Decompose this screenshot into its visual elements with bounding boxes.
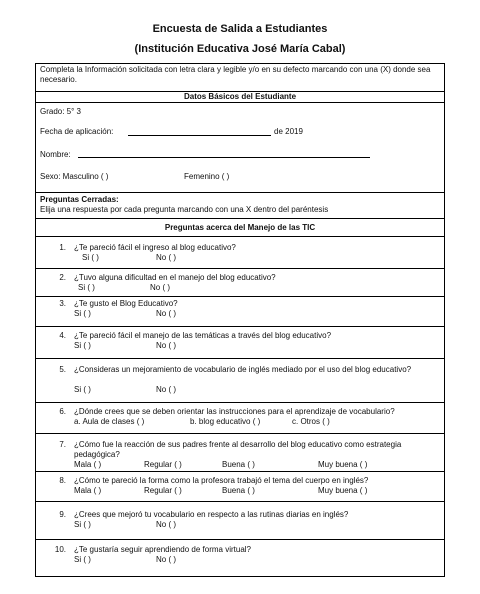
closed-questions-instruction: Elija una respuesta por cada pregunta marcando con una X dentro del paréntesis — [40, 205, 329, 214]
option-no[interactable]: No ( ) — [156, 341, 176, 350]
basic-data-block — [36, 103, 444, 193]
question-row — [36, 540, 444, 576]
question-text: ¿Crees que mejoró tu vocabulario en respecto a las rutinas diarias en inglés? — [74, 510, 349, 519]
option-buena[interactable]: Buena ( ) — [222, 460, 255, 469]
question-number: 5. — [59, 365, 66, 374]
survey-form — [35, 63, 445, 577]
question-row — [36, 434, 444, 472]
question-text: ¿Te pareció fácil el manejo de las temáticas a través del blog educativo? — [74, 331, 332, 340]
instructions-text: Completa la Información solicitada con letra clara y legible y/o en su defecto marcando con una (X) donde sea necesario. — [40, 65, 431, 84]
question-text: ¿Cómo te pareció la forma como la profesora trabajó el tema del cuerpo en inglés? — [74, 476, 369, 485]
question-number: 10. — [54, 545, 66, 554]
option-si[interactable]: Si ( ) — [74, 385, 91, 394]
option-si[interactable]: Si ( ) — [78, 283, 95, 292]
question-number: 4. — [59, 331, 66, 340]
grade-text: Grado: 5° 3 — [40, 107, 81, 116]
question-row — [36, 359, 444, 403]
question-text: ¿Tuvo alguna dificultad en el manejo del blog educativo? — [74, 273, 276, 282]
name-field[interactable] — [78, 149, 370, 158]
closed-questions-heading: Preguntas Cerradas: — [40, 195, 119, 204]
question-number: 3. — [59, 299, 66, 308]
option-no[interactable]: No ( ) — [156, 520, 176, 529]
question-number: 2. — [59, 273, 66, 282]
option-no[interactable]: No ( ) — [156, 253, 176, 262]
question-text: ¿Dónde crees que se deben orientar las instrucciones para el aprendizaje de vocabulario? — [74, 407, 395, 416]
tic-heading: Preguntas acerca del Manejo de las TIC — [164, 223, 316, 232]
option-a[interactable]: a. Aula de clases ( ) — [74, 417, 145, 426]
question-number: 7. — [59, 440, 66, 449]
survey-title: Encuesta de Salida a Estudiantes — [152, 23, 328, 35]
question-text: ¿Te pareció fácil el ingreso al blog educativo? — [74, 243, 236, 252]
year-text: de 2019 — [274, 127, 303, 136]
question-row — [36, 502, 444, 540]
question-row — [36, 237, 444, 269]
option-regular[interactable]: Regular ( ) — [144, 486, 182, 495]
option-muy-buena[interactable]: Muy buena ( ) — [318, 486, 368, 495]
sex-male-option[interactable]: Sexo: Masculino ( ) — [40, 172, 109, 181]
option-si[interactable]: Si ( ) — [74, 555, 91, 564]
question-row — [36, 327, 444, 359]
option-no[interactable]: No ( ) — [156, 309, 176, 318]
closed-questions-row — [36, 193, 444, 219]
option-no[interactable]: No ( ) — [150, 283, 170, 292]
question-number: 8. — [59, 476, 66, 485]
option-si[interactable]: Si ( ) — [74, 309, 91, 318]
option-si[interactable]: Si ( ) — [74, 341, 91, 350]
option-c[interactable]: c. Otros ( ) — [292, 417, 330, 426]
option-si[interactable]: Si ( ) — [82, 253, 99, 262]
institution-subtitle: (Institución Educativa José María Cabal) — [134, 43, 346, 55]
question-text: ¿Consideras un mejoramiento de vocabulario de inglés mediado por el uso del blog educativo? — [74, 365, 412, 374]
question-number: 6. — [59, 407, 66, 416]
option-no[interactable]: No ( ) — [156, 385, 176, 394]
question-row — [36, 403, 444, 434]
question-text: ¿Cómo fue la reacción de sus padres frente al desarrollo del blog educativo como estrategia pedagógica? — [74, 440, 402, 459]
sex-female-option[interactable]: Femenino ( ) — [184, 172, 230, 181]
date-label: Fecha de aplicación: — [40, 127, 114, 136]
basic-data-heading-row — [36, 92, 444, 103]
question-row — [36, 269, 444, 297]
option-muy-buena[interactable]: Muy buena ( ) — [318, 460, 368, 469]
option-si[interactable]: Si ( ) — [74, 520, 91, 529]
option-mala[interactable]: Mala ( ) — [74, 460, 102, 469]
option-b[interactable]: b. blog educativo ( ) — [190, 417, 261, 426]
option-mala[interactable]: Mala ( ) — [74, 486, 102, 495]
question-text: ¿Te gustaría seguir aprendiendo de forma virtual? — [74, 545, 251, 554]
option-buena[interactable]: Buena ( ) — [222, 486, 255, 495]
question-row — [36, 297, 444, 327]
tic-heading-row — [36, 219, 444, 237]
instructions-row — [36, 64, 444, 92]
question-text: ¿Te gusto el Blog Educativo? — [74, 299, 178, 308]
name-label: Nombre: — [40, 150, 71, 159]
question-number: 1. — [59, 243, 66, 252]
question-row — [36, 472, 444, 502]
option-no[interactable]: No ( ) — [156, 555, 176, 564]
basic-data-heading: Datos Básicos del Estudiante — [183, 92, 297, 101]
option-regular[interactable]: Regular ( ) — [144, 460, 182, 469]
question-number: 9. — [59, 510, 66, 519]
date-field[interactable] — [128, 127, 271, 136]
